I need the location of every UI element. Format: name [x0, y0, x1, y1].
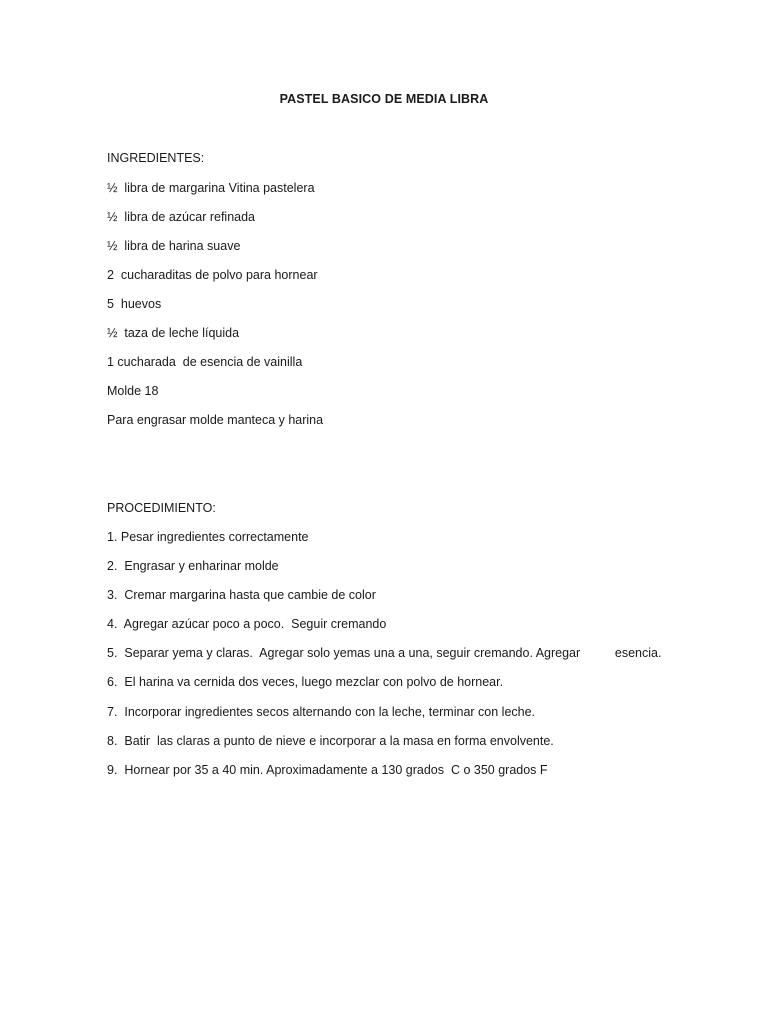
ingredients-heading: INGREDIENTES:	[107, 151, 205, 165]
procedure-step: 7. Incorporar ingredientes secos alternando con la leche, terminar con leche.	[107, 705, 536, 719]
ingredient-item: Molde 18	[107, 384, 159, 398]
procedure-step: 6. El harina va cernida dos veces, luego mezclar con polvo de hornear.	[107, 675, 504, 689]
procedure-step: 4. Agregar azúcar poco a poco. Seguir cremando	[107, 617, 387, 631]
ingredient-item: 5 huevos	[107, 297, 162, 311]
ingredient-item: ½ taza de leche líquida	[107, 326, 240, 340]
ingredient-item: ½ libra de azúcar refinada	[107, 210, 256, 224]
ingredient-item: ½ libra de harina suave	[107, 239, 241, 253]
procedure-step: 5. Separar yema y claras. Agregar solo yemas una a una, seguir cremando. Agregar esencia.	[107, 646, 662, 660]
ingredient-item: 2 cucharaditas de polvo para hornear	[107, 268, 318, 282]
ingredient-item: ½ libra de margarina Vitina pastelera	[107, 181, 315, 195]
ingredient-item: 1 cucharada de esencia de vainilla	[107, 355, 303, 369]
procedure-step: 3. Cremar margarina hasta que cambie de color	[107, 588, 376, 602]
procedure-step: 8. Batir las claras a punto de nieve e incorporar a la masa en forma envolvente.	[107, 734, 554, 748]
procedure-step: 1. Pesar ingredientes correctamente	[107, 530, 309, 544]
procedure-step: 2. Engrasar y enharinar molde	[107, 559, 279, 573]
ingredient-item: Para engrasar molde manteca y harina	[107, 413, 324, 427]
document-title: PASTEL BASICO DE MEDIA LIBRA	[279, 92, 489, 106]
procedure-step: 9. Hornear por 35 a 40 min. Aproximadamente a 130 grados C o 350 grados F	[107, 763, 548, 777]
procedure-heading: PROCEDIMIENTO:	[107, 501, 216, 515]
